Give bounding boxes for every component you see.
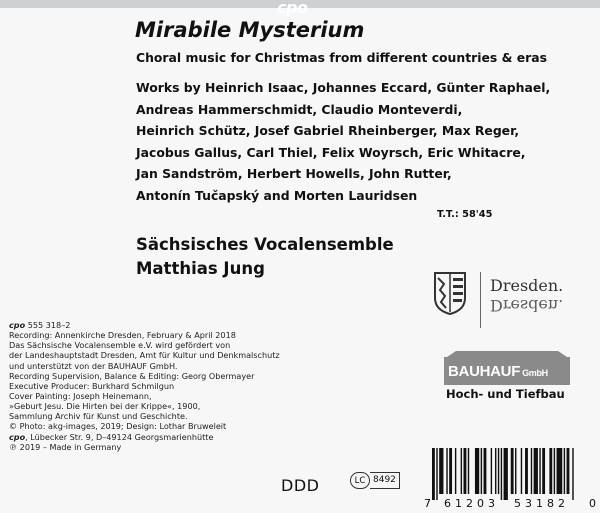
barcode-bar bbox=[491, 448, 492, 494]
credit-line: Recording Supervision, Balance & Editing: Georg Obermayer bbox=[9, 370, 255, 381]
barcode-bar bbox=[475, 448, 479, 494]
barcode-bar bbox=[539, 448, 540, 494]
credit-line: der Landeshauptstadt Dresden, Amt für Kultur und Denkmalschutz bbox=[9, 350, 280, 361]
ensemble-name: Sächsisches Vocalensemble bbox=[136, 235, 394, 254]
barcode-bar bbox=[481, 448, 482, 494]
bauhauf-gmbh: GmbH bbox=[522, 368, 548, 378]
dresden-logo-reflection: Dresden. bbox=[490, 296, 564, 315]
barcode-bar bbox=[564, 448, 565, 494]
credit-line: »Geburt Jesu. Die Hirten bei der Krippe«, 1900, bbox=[9, 401, 201, 412]
barcode-bar bbox=[549, 448, 552, 494]
catalog-prefix: cpo bbox=[9, 320, 26, 330]
barcode-bar bbox=[557, 448, 563, 494]
barcode-bar bbox=[455, 448, 456, 494]
barcode-bar bbox=[525, 448, 528, 494]
bauhauf-tagline: Hoch- und Tiefbau bbox=[446, 387, 565, 401]
composers-list bbox=[136, 77, 596, 206]
lc-number: 8492 bbox=[370, 472, 400, 489]
total-time: T.T.: 58'45 bbox=[437, 209, 493, 220]
composers-line: Antonín Tučapský and Morten Lauridsen bbox=[136, 187, 418, 203]
credit-line: © Photo: akg-images, 2019; Design: Lothar Bruweleit bbox=[9, 421, 227, 432]
barcode-bar bbox=[484, 448, 487, 494]
copyright-line: ℗ 2019 – Made in Germany bbox=[9, 441, 122, 452]
bauhauf-logo-text bbox=[448, 363, 548, 380]
composers-line: Heinrich Schütz, Josef Gabriel Rheinberger, Max Reger, bbox=[136, 123, 520, 138]
barcode-bar bbox=[572, 448, 573, 500]
barcode-bar bbox=[501, 448, 502, 500]
barcode-last-digit: 0 bbox=[589, 497, 596, 510]
credit-line: und unterstützt von der BAUHAUF GmbH. bbox=[9, 360, 178, 371]
address: , Lübecker Str. 9, D–49124 Georgsmarienhütte bbox=[25, 431, 214, 442]
barcode bbox=[430, 448, 580, 500]
bauhauf-name: BAUHAUF bbox=[448, 363, 521, 380]
barcode-bar bbox=[432, 448, 435, 500]
composers-line: Andreas Hammerschmidt, Claudio Monteverdi, bbox=[136, 101, 463, 117]
barcode-group-1: 61203 bbox=[444, 497, 499, 510]
barcode-bar bbox=[461, 448, 462, 494]
barcode-bar bbox=[515, 448, 516, 494]
dresden-logo-text: Dresden. bbox=[490, 276, 564, 295]
barcode-bar bbox=[531, 448, 532, 494]
composers-line: Jan Sandström, Herbert Howells, John Rutter, bbox=[136, 166, 452, 181]
credit-line: Recording: Annenkirche Dresden, February & April 2018 bbox=[9, 330, 236, 341]
label-code bbox=[350, 472, 400, 489]
barcode-bar bbox=[446, 448, 447, 494]
credit-line: Das Sächsische Vocalensemble e.V. wird gefördert von bbox=[9, 340, 231, 351]
performers bbox=[136, 233, 394, 281]
dresden-crest-icon bbox=[432, 270, 468, 316]
credit-line: Cover Painting: Joseph Heinemann, bbox=[9, 390, 152, 401]
catalog-number-line bbox=[9, 320, 339, 330]
barcode-bar bbox=[449, 448, 452, 494]
barcode-bar bbox=[436, 448, 437, 500]
album-subtitle: Choral music for Christmas from different countries & eras bbox=[136, 50, 547, 65]
barcode-first-digit: 7 bbox=[424, 497, 431, 510]
address-prefix: cpo bbox=[9, 431, 26, 442]
credits-block bbox=[9, 320, 339, 452]
credit-line: Sammlung Archiv für Kunst und Geschichte. bbox=[9, 411, 188, 422]
conductor-name: Matthias Jung bbox=[136, 259, 265, 278]
barcode-bar bbox=[534, 448, 538, 494]
barcode-bar bbox=[439, 448, 443, 494]
barcode-bar bbox=[495, 448, 496, 494]
cpo-logo: cpo bbox=[277, 0, 308, 17]
barcode-bar bbox=[504, 448, 508, 500]
barcode-group-2: 53182 bbox=[514, 497, 569, 510]
dresden-divider bbox=[480, 272, 481, 328]
barcode-bar bbox=[554, 448, 555, 494]
barcode-bar bbox=[542, 448, 545, 494]
barcode-bar bbox=[468, 448, 469, 494]
album-title: Mirabile Mysterium bbox=[135, 18, 365, 42]
barcode-bar bbox=[511, 448, 514, 494]
barcode-bar bbox=[521, 448, 522, 494]
catalog-number: 555 318–2 bbox=[27, 320, 71, 330]
ddd-code: DDD bbox=[281, 476, 320, 495]
composers-line: Works by Heinrich Isaac, Johannes Eccard, Günter Raphael, bbox=[136, 80, 551, 95]
lc-label: LC bbox=[350, 472, 370, 489]
address-line bbox=[9, 432, 339, 442]
credit-line: Executive Producer: Burkhard Schmilgun bbox=[9, 380, 175, 391]
barcode-bar bbox=[463, 448, 466, 494]
composers-line: Jacobus Gallus, Carl Thiel, Felix Woyrsch, Eric Whitacre, bbox=[136, 144, 526, 160]
barcode-bar bbox=[498, 448, 499, 494]
barcode-bar bbox=[567, 448, 570, 494]
